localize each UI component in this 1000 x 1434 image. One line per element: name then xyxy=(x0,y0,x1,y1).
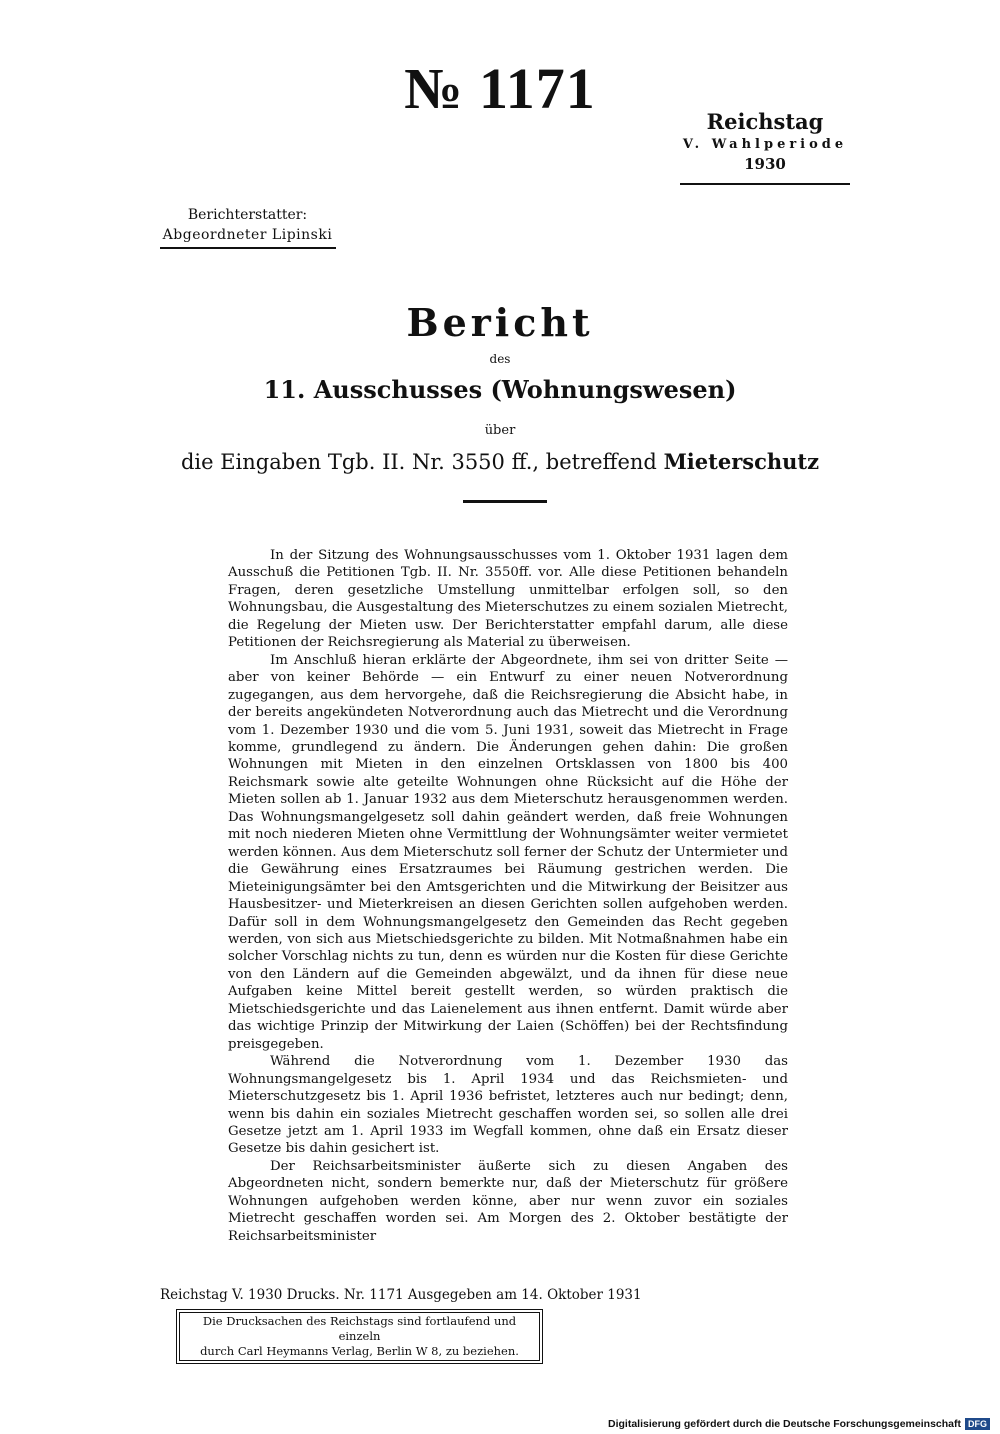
document-number: № 1171 xyxy=(404,56,596,121)
subject-prefix: die Eingaben Tgb. II. Nr. 3550 ff., betreffend xyxy=(180,450,657,474)
header-rule-left xyxy=(160,247,336,249)
title-divider xyxy=(463,500,547,503)
title-des: des xyxy=(489,352,511,366)
election-period: V. Wahlperiode xyxy=(682,137,848,152)
reporter-block xyxy=(160,205,335,245)
reichstag-header xyxy=(676,108,854,174)
body-paragraph: Im Anschluß hieran erklärte der Abgeordnete, ihm sei von dritter Seite — aber von keiner Behörde — ein Entwurf zu einer neuen Notverordnung zugegangen, aus dem hervorgehe, daß die Reichsregierung die Absicht habe, in der bereits angekündeten Notverordnung auch das Mietrecht und die Verordnung vom 1. Dezember 1930 und die vom 5. Juni 1931, soweit das Mietrecht in Frage komme, grundlegend zu ändern. Die Änderungen gehen dahin: Die großen Wohnungen mit Mieten in den einzelnen Ortsklassen von 1800 bis 400 Reichsmark sowie alte geteilte Wohnungen ohne Rücksicht auf die Höhe der Mieten sollen ab 1. Januar 1932 aus dem Mieterschutz herausgenommen werden. Das Wohnungsmangelgesetz soll dahin geändert werden, daß freie Wohnungen mit noch niederen Mieten ohne Vermittlung der Wohnungsämter weiter vermietet werden können. Aus dem Mieterschutz soll ferner der Schutz der Untermieter und die Gewährung eines Ersatzraumes bei Räumung gestrichen werden. Die Mieteinigungsämter bei den Amtsgerichten und die Mitwirkung der Beisitzer aus Hausbesitzer- und Mieterkreisen an diesen Gerichten sollen aufgehoben werden. Dafür soll in dem Wohnungsmangelgesetz den Gemeinden das Recht gegeben werden, von sich aus Mietschiedsgerichte zu bilden. Mit Notmaßnahmen habe ein solcher Vorschlag nichts zu tun, denn es würden nur die Kosten für diese Gerichte von den Ländern auf die Gemeinden abgewälzt, und da ihnen für diese neue Aufgaben keine Mittel bereit gestellt werden, so würden praktisch die Mietschiedsgerichte und das Laienelement aus ihnen entfernt. Damit würde aber das wichtige Prinzip der Mitwirkung der Laien (Schöffen) bei der Rechtsfindung preisgegeben. xyxy=(228,652,788,1052)
dfg-logo: DFG xyxy=(965,1418,990,1430)
reichstag-name: Reichstag xyxy=(706,109,824,134)
reporter-name: Abgeordneter Lipinski xyxy=(162,227,333,243)
footer-notice-line: Die Drucksachen des Reichstags sind fortlaufend und einzeln xyxy=(202,1314,517,1343)
dfg-credit xyxy=(608,1418,990,1430)
body-paragraph: Der Reichsarbeitsminister äußerte sich zu diesen Angaben des Abgeordneten nicht, sondern bemerkte nur, daß der Mieterschutz für größere Wohnungen aufgehoben werden könne, aber nur wenn zuvor ein soziales Mietrecht geschaffen worden sei. Am Morgen des 2. Oktober bestätigte der Reichsarbeitsminister xyxy=(228,1158,788,1244)
body-text xyxy=(228,547,788,1245)
body-paragraph: In der Sitzung des Wohnungsausschusses vom 1. Oktober 1931 lagen dem Ausschuß die Petitionen Tgb. II. Nr. 3550ff. vor. Alle diese Petitionen behandeln Fragen, deren gesetzliche Umstellung unmittelbar erfolgen soll, so den Wohnungsbau, die Ausgestaltung des Mieterschutzes zu einem sozialen Mietrecht, die Regelung der Mieten usw. Der Berichterstatter empfahl darum, alle diese Petitionen der Reichsregierung als Material zu überweisen. xyxy=(228,548,789,651)
year: 1930 xyxy=(744,155,786,173)
footer-notice-box xyxy=(179,1312,540,1361)
subject-bold: Mieterschutz xyxy=(663,449,820,474)
committee-name: 11. Ausschusses (Wohnungswesen) xyxy=(263,375,737,404)
title-ueber: über xyxy=(484,423,516,438)
footer-publication-line: Reichstag V. 1930 Drucks. Nr. 1171 Ausgegeben am 14. Oktober 1931 xyxy=(160,1287,642,1303)
report-subject xyxy=(0,449,1000,474)
footer-notice-line: durch Carl Heymanns Verlag, Berlin W 8, zu beziehen. xyxy=(200,1344,519,1358)
reporter-label: Berichterstatter: xyxy=(187,207,308,223)
dfg-credit-text: Digitalisierung gefördert durch die Deutsche Forschungsgemeinschaft xyxy=(608,1418,961,1430)
header-rule-right xyxy=(680,183,850,185)
body-paragraph: Während die Notverordnung vom 1. Dezember 1930 das Wohnungsmangelgesetz bis 1. April 1934 und das Reichsmieten- und Mieterschutzgesetz bis 1. April 1936 befristet, letzteres auch nur bedingt; denn, wenn bis dahin ein soziales Mietrecht geschaffen worden sei, so sollen alle drei Gesetze jetzt am 1. April 1933 im Wegfall kommen, ohne daß ein Ersatz dieser Gesetze bis dahin gesichert ist. xyxy=(228,1054,788,1157)
report-title: Bericht xyxy=(406,300,594,345)
